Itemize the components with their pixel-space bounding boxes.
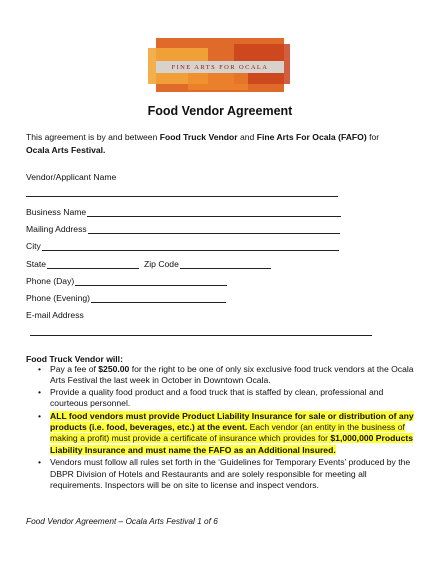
bullet-icon: • [38, 457, 42, 468]
page-footer: Food Vendor Agreement – Ocala Arts Festival 1 of 6 [26, 516, 218, 526]
list-item: • ALL food vendors must provide Product Liability Insurance for sale or distribution of any products (i.e. food, beverages, etc.) at the event. Each vendor (an entity in the business of making a profit) must provide a certificate of insurance which provides for $1,000,000 Products Liability Insurance and must name the FAFO as an Additional Insured. [38, 410, 414, 455]
list-item: • Pay a fee of $250.00 for the right to be one of only six exclusive food truck vendors at the Ocala Arts Festival the last week in October in Downtown Ocala. [38, 364, 414, 386]
intro-paragraph: This agreement is by and between Food Truck Vendor and Fine Arts For Ocala (FAFO) for Ocala Arts Festival. [26, 132, 380, 155]
email-address-field[interactable] [30, 335, 372, 336]
zip-code-field[interactable]: Zip Code [144, 259, 271, 269]
bullet-icon: • [38, 364, 42, 374]
page-title: Food Vendor Agreement [147, 104, 293, 118]
business-name-field[interactable]: Business Name [26, 207, 341, 217]
list-item: • Provide a quality food product and a food truck that is staffed by clean, professional and courteous personnel. [38, 386, 384, 409]
bullet-icon: • [38, 386, 42, 397]
list-item: • Vendors must follow all rules set forth in the ‘Guidelines for Temporary Events’ produced by the DBPR Division of Hotels and Restaurants and are solely responsible for meeting all requirements. Inspectors will be on site to license and inspect vendors. [38, 457, 411, 491]
phone-day-field[interactable]: Phone (Day) [26, 276, 227, 286]
city-field[interactable]: City [26, 241, 339, 251]
phone-evening-field[interactable]: Phone (Evening) [26, 293, 226, 303]
bullet-icon: • [38, 410, 42, 421]
vendor-name-field[interactable] [26, 196, 338, 197]
vendor-name-label: Vendor/Applicant Name [26, 172, 117, 182]
logo-text: FINE ARTS FOR OCALA [171, 63, 269, 71]
state-field[interactable]: State [26, 259, 139, 269]
email-address-label: E-mail Address [26, 310, 84, 320]
fine-arts-for-ocala-logo [148, 38, 292, 92]
section-heading: Food Truck Vendor will: [26, 354, 123, 364]
vendor-obligations-list [26, 364, 416, 491]
mailing-address-field[interactable]: Mailing Address [26, 224, 340, 234]
